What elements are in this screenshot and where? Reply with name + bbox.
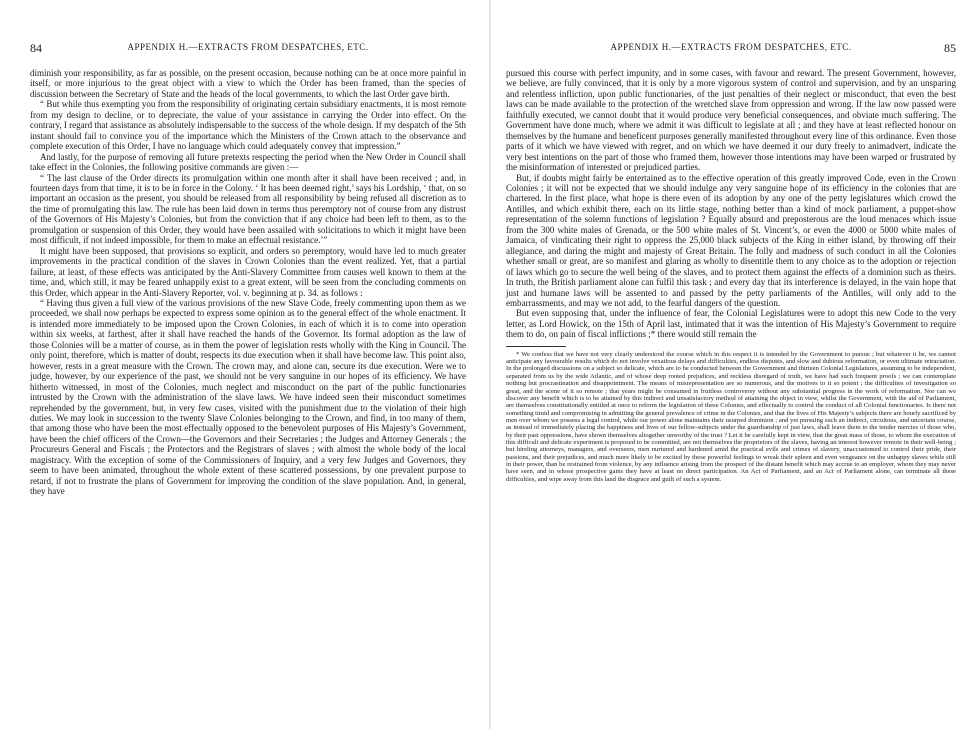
left-page bbox=[0, 0, 488, 729]
paragraph: “ The last clause of the Order directs its promulgation within one month after it shall have been received ; and, in fourteen days from that time, it is to be in force in the Colony. ‘ It has been deemed right,’ says his Lordship, ‘ that, on so important an occasion as the present, you should be released from all responsibility by being refused all discretion as to the time of promulgating this law. The rule has been laid down in terms thus peremptory not of course from any distrust of the Governors of His Majesty’s Colonies, but from the conviction that if any choice had been left to them, as to the promulgation or suspension of this Order, they would have been assailed with solicitations to which it might have been most difficult, if not indeed impossible, for them to make an effectual resistance.’” bbox=[30, 172, 466, 246]
page-gutter bbox=[489, 0, 491, 729]
right-page-number: 85 bbox=[944, 41, 956, 55]
paragraph: But, if doubts might fairly be entertained as to the effective operation of this greatly improved Code, even in the Crown Colonies ; it will not be expected that we should indulge any very sanguine hope of its efficiency in the colonies that are chartered. In the first place, what hope is there even of its adoption by any one of the petty legislatures which crowd the Antilles, and which exhibit there, each on its little stage, nothing better than a kind of mock parliament, a puppet-show representation of the solemn functions of legislation ? Equally absurd and preposterous are the loud menaces which issue from the 300 white males of Grenada, or the 500 white males of St. Vincent’s, or even the 4000 or 5000 white males of Jamaica, of vindicating their right to oppress the 25,000 black subjects of the King in either island, by throwing off their allegiance, and daring the might and majesty of Great Britain. The folly and madness of such conduct in all the Colonies whether small or great, are so manifest and glaring as wholly to disentitle them to any choice as to the adoption or rejection of laws which go to secure the well being of the slaves, and to protect them against the effects of a dominion such as theirs. In truth, the British parliament alone can fulfil this task ; and every day that its interference is delayed, in the vain hope that just and humane laws will be assented to and passed by the petty parliaments of the Antilles, will only add to the embarrassments, and may we not add, to the fearful dangers of the question. bbox=[506, 172, 956, 308]
right-running-head bbox=[506, 42, 956, 58]
right-page bbox=[492, 0, 980, 729]
right-running-head-title: APPENDIX H.—EXTRACTS FROM DESPATCHES, ETC. bbox=[610, 42, 852, 52]
paragraph: It might have been supposed, that provisions so explicit, and orders so peremptory, would have led to much greater improvements in the practical condition of the slaves in Crown Colonies than the event realized. Yet, that a partial failure, at least, of these effects was anticipated by the Anti-Slavery Committee from causes well known to them at the time, and, which still, it may be feared unhappily exist to a great extent, will be seen from the concluding comments on this Order, which appear in the Anti-Slavery Reporter, vol. v. beginning at p. 34. as follows : bbox=[30, 245, 466, 298]
paragraph: diminish your responsibility, as far as possible, on the present occasion, because nothing can be at once more painful in itself, or more injurious to the great object with a view to which the Order has been framed, than the species of discussion between the Secretary of State and the heads of the local governments, to which the last Order gave birth. bbox=[30, 68, 466, 99]
paragraph: pursued this course with perfect impunity, and in some cases, with favour and reward. The present Government, however, we believe, are fully convinced, that it is only by a more vigorous system of control and supervision, and by an unsparing and relentless infliction, upon public functionaries, of the just penalties of their neglect or misconduct, that even the best laws can be made available to the protection of the wretched slave from oppression and wrong. If the law now passed were faithfully executed, we cannot doubt that it would produce very beneficial consequences, and obviate much suffering. The Government have done much, where we admit it was difficult to legislate at all ; and they have at least reflected honour on themselves by the humane and beneficent purposes generally manifested throughout every line of this ordinance. Even those parts of it which we have viewed with regret, and on which we have deemed it our duty freely to animadvert, indicate the very best intentions on the part of those who framed them, however those intentions may have been warped or frustrated by the misinformation of interested or prejudiced parties. bbox=[506, 68, 956, 173]
footnote-rule bbox=[506, 346, 566, 347]
paragraph: And lastly, for the purpose of removing all future pretexts respecting the period when the New Order in Council shall take effect in the Colonies, the following positive commands are given :— bbox=[30, 151, 466, 173]
paragraph: “ But while thus exempting you from the responsibility of originating certain subsidiary enactments, it is most remote from my design to decline, or to depreciate, the value of your assistance in carrying the Order into effect. On the contrary, I regard that assistance as absolutely indispensable to the success of the whole design. If my despatch of the 5th instant should fail to convince you of the importance which the Ministers of the Crown attach to the observance and complete execution of this Order, I have no language which could adequately convey that impression.” bbox=[30, 99, 466, 152]
left-running-head bbox=[30, 42, 466, 58]
right-page-body bbox=[506, 68, 956, 483]
left-page-number: 84 bbox=[30, 41, 42, 55]
paragraph: But even supposing that, under the influence of fear, the Colonial Legislatures were to adopt this new Code to the very letter, as Lord Howick, on the 15th of April last, intimated that it was the intention of His Majesty’s Government to require them to do, on pain of fiscal inflictions ;* there would still remain the bbox=[506, 308, 956, 340]
paragraph: “ Having thus given a full view of the various provisions of the new Slave Code, freely commenting upon them as we proceeded, we shall now perhaps be expected to express some opinion as to the general effect of the whole enactment. It is intended more immediately to be imposed upon the Crown Colonies, in each of which it is to come into operation within six weeks, at farthest, after it shall have reached the hands of the Governor. Its formal adoption as the law of those Colonies will be a matter of course, as in them the power of legislation rests wholly with the King in Council. The only point, therefore, which is matter of doubt, respects its due execution when it shall have become law. This point also, however, rests in a great measure with the Crown. The crown may, and alone can, secure its due execution. Were we to judge, however, by our experience of the past, we should not be very sanguine in our hopes of its efficiency. We have hitherto witnessed, in most of the Colonies, much neglect and misconduct on the part of the public functionaries intrusted by the Crown with the administration of the slave laws. We have indeed seen their misconduct sometimes reprehended by the government, but, in very few cases, visited with the punishment due to the violation of their high duties. We may look in succession to the twenty Slave Colonies belonging to the Crown, and find, in too many of them, that among those who have been the most effectually opposed to the benevolent purposes of His Majesty’s Government, have been the chief officers of the Crown—the Governors and their Secretaries ; the Judges and Attorney Generals ; the Procureurs General and Fiscals ; the Protectors and the Registrars of slaves ; with almost the whole body of the local magistracy. With the exception of some of the Commissioners of Inquiry, and a very few Judges and Governors, they seem to have been animated, throughout the whole extent of these scattered possessions, by one prevalent purpose to retard, if not to frustrate the plans of Government for improving the condition of the slave population. And, in general, they have bbox=[30, 297, 466, 497]
footnote: * We confess that we have not very clearly understood the course which in this respect it is intended by the Government to pursue ; but whatever it be, we cannot anticipate any favourable results which do not involve vexatious delays and difficulties, endless disputes, and slow and dubious reformation, or even ultimate retractation. In the prolonged discussions on a subject so delicate, which are to be conducted between the Government and thirteen Colonial Legislatures, assuming to be independent, separated from us by the wide Atlantic, and of whose deep rooted prejudices, and reckless disregard of truth, we have had such frequent proofs ; we can contemplate nothing but procrastination and disappointment. The means of misrepresentation are so numerous, and the motives to it so potent ; the difficulties of investigation so great, and the scene of it so remote ; that years might be consumed in fruitless controversy without any substantial progress in the work of reformation. Nor can we discover any benefit which is to be attained by this indirect and unsatisfactory method of attaining the object in view, whilst the Government, with the aid of Parliament, are themselves constitutionally entitled at once to reform the legislation of these Colonies, and effectually to control the conduct of all Colonial functionaries. Is there not something timid and compromising in admitting the general prevalence of crime in the Colonies, and that the lives of His Majesty’s subjects there are hourly sacrificed by men over whom we possess a legal control, while our power alone maintains their usurped dominion ; and yet pursuing such an indirect, circuitous, and uncertain course, as instead of immediately placing the happiness and lives of our fellow-subjects under the guardianship of just laws, shall leave them to the tender mercies of those who, by their past oppressions, have shown themselves altogether unworthy of the trust ? Let it be carefully kept in view, that the great mass of those, to whom the execution of this difficult and delicate experiment is proposed to be committed, are not themselves the proprietors of the slaves, having an interest however remote in their well-being ; but hireling attorneys, managers, and overseers, men nurtured and hardened amid the practical evils and crimes of slavery, unaccustomed to control their pride, their passions, and their prejudices, and much more likely to be excited by these powerful feelings to wreak their spleen and even vengeance on the unhappy slaves while still in their power, than be restrained from violence, by any influence arising from the prospect of the distant benefit which may accrue to an employer, whom they may never have seen, and in whose prospective gains they have at least no direct participation. An Act of Parliament, and an Act of Parliament alone, can terminate all these difficulties, and wipe away from this land the disgrace and guilt of such a system. bbox=[506, 350, 956, 483]
left-running-head-title: APPENDIX H.—EXTRACTS FROM DESPATCHES, ETC. bbox=[127, 42, 369, 52]
left-page-body bbox=[30, 68, 466, 497]
